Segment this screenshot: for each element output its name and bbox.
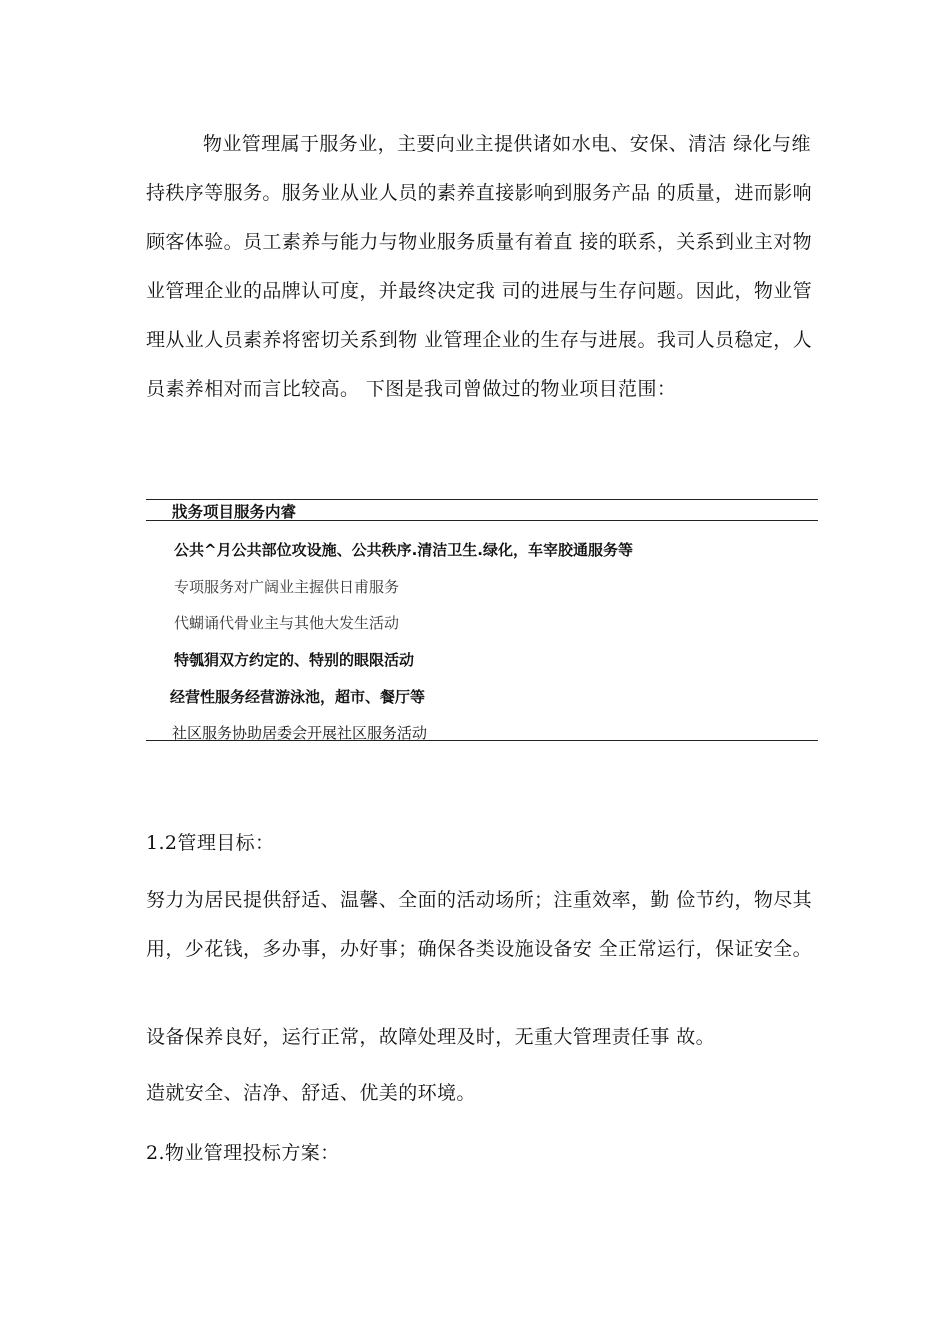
service-scope-table bbox=[146, 499, 818, 741]
table-row: 代蝴诵代骨业主与其他大发生活动 bbox=[174, 614, 400, 632]
environment-goal-line: 造就安全、洁净、舒适、优美的环境。 bbox=[146, 1082, 476, 1104]
table-row: 社区服务协助居委会开展社区服务活动 bbox=[172, 724, 428, 742]
table-row: 专项服务对广阔业主握供日甫服务 bbox=[174, 578, 400, 596]
table-bottom-rule bbox=[146, 740, 818, 741]
table-header: 戕务项目服务内睿 bbox=[172, 503, 297, 521]
intro-paragraph: 物业管理属于服务业，主要向业主提供诸如水电、安保、清洁 绿化与维持秩序等服务。服务业从业人员的素养直接影响到服务产品 的质量，进而影响顾客体验。员工素养与能力与物业服务质量有着直 接的联系，关系到业主对物业管理企业的品牌认可度，并最终决定我 司的进展与生存问题。因此，物业管理从业人员素养将密切关系到物 业管理企业的生存与进展。我司人员稳定，人员素养相对而言比较高。 下图是我司曾做过的物业项目范围： bbox=[146, 133, 813, 400]
equipment-goal-line: 设备保养良好，运行正常，故障处理及时，无重大管理责任事 故。 bbox=[146, 1026, 716, 1048]
section-heading-1-2: 1.2管理目标： bbox=[146, 832, 275, 854]
table-row: 公共^月公共部位攻设施、公共秩序.清洁卫生.绿化，车宰胶通服务等 bbox=[174, 541, 633, 559]
section-heading-2: 2.物业管理投标方案： bbox=[146, 1142, 340, 1164]
management-goal-paragraph: 努力为居民提供舒适、温馨、全面的活动场所；注重效率，勤 俭节约，物尽其用，少花钱，多办事，办好事；确保各类设施设备安 全正常运行，保证安全。 bbox=[146, 889, 813, 960]
table-row: 经营性服务经营游泳池，超市、餐厅等 bbox=[170, 688, 426, 706]
table-row: 特瓠狷双方约定的、特别的眼限活动 bbox=[174, 651, 415, 669]
table-header-rule bbox=[146, 520, 818, 521]
table-top-rule bbox=[146, 499, 818, 500]
